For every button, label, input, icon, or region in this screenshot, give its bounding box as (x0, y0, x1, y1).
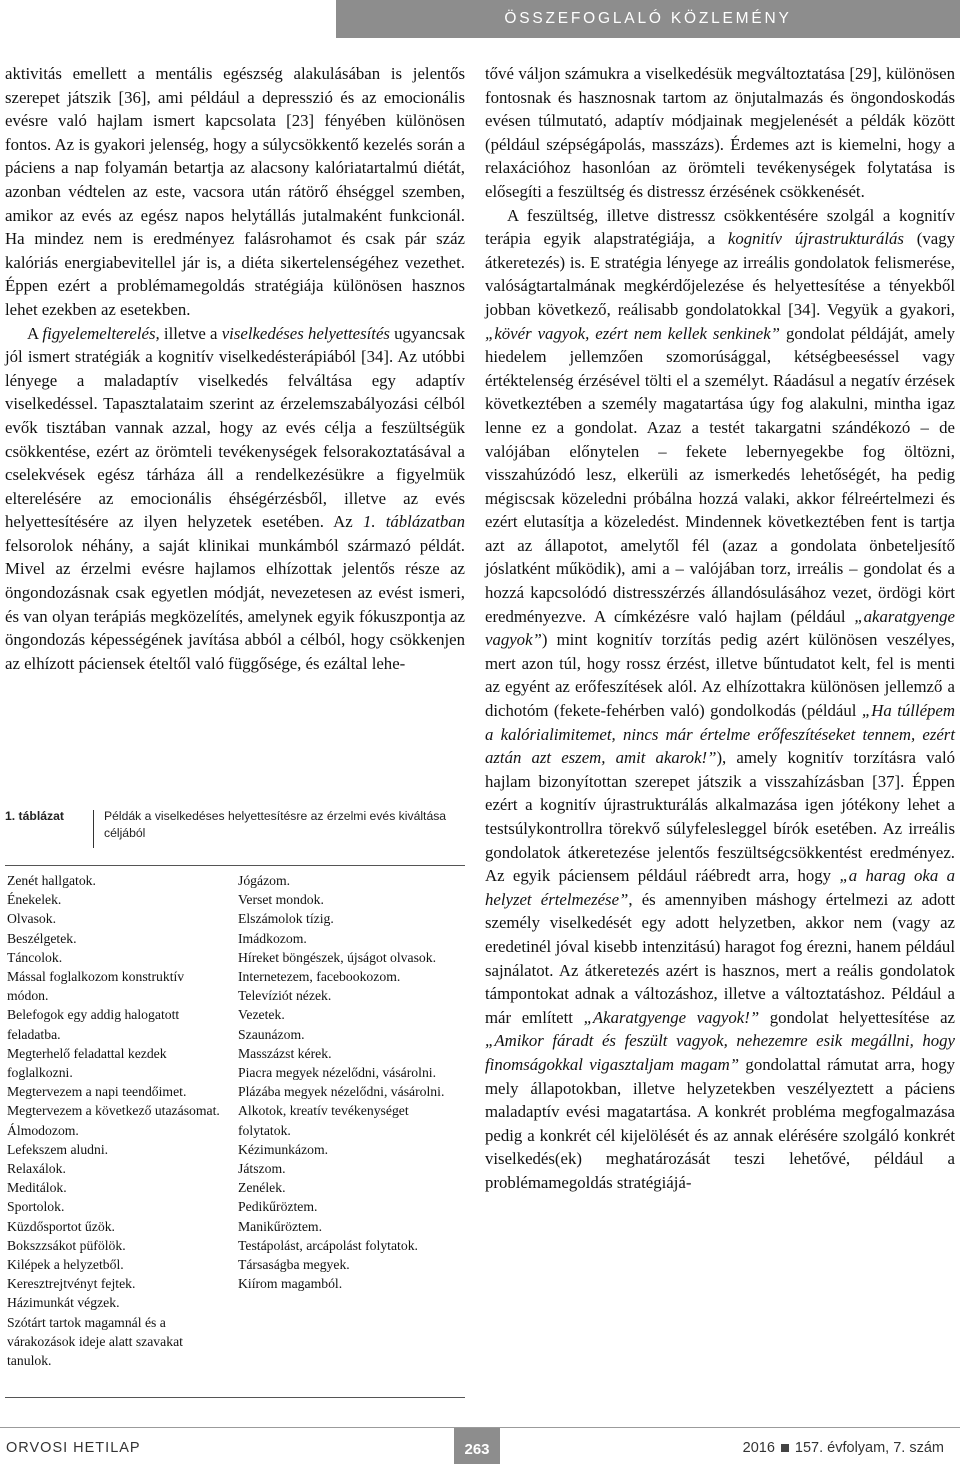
table-caption-text: Példák a viselkedéses helyettesítésre az érzelmi evés kiváltása céljából (104, 809, 447, 840)
table-item: Belefogok egy addig halogatott feladatba. (7, 1007, 180, 1042)
table-item: Internetezem, facebookozom. (238, 969, 401, 985)
table-item: Szaunázom. (238, 1026, 305, 1042)
left-column (5, 62, 465, 675)
table-item: Sportolok. (7, 1199, 65, 1215)
square-bullet-icon (781, 1444, 789, 1452)
table-bottom-rule (5, 1397, 465, 1398)
table-label: 1. táblázat (5, 809, 64, 823)
table-item: Álmodozom. (7, 1122, 79, 1138)
table-item: Kézimunkázom. (238, 1141, 329, 1157)
table-item: Televíziót nézek. (238, 988, 332, 1004)
table-item: Piacra megyek nézelődni, vásárolni. (238, 1065, 437, 1081)
table-item: Olvasok. (7, 911, 57, 927)
table-item: Megtervezem a napi teendőimet. (7, 1084, 187, 1100)
section-label: ÖSSZEFOGLALÓ KÖZLEMÉNY (504, 10, 792, 27)
table-caption (5, 808, 465, 850)
table-item: Táncolok. (7, 949, 63, 965)
table-item: Kilépek a helyzetből. (7, 1257, 124, 1273)
table-item: Megterhelő feladattal kezdek foglalkozni. (7, 1045, 167, 1081)
table-item: Énekelek. (7, 892, 62, 908)
table-item: Bokszzsákot püfölök. (7, 1237, 126, 1253)
table-item: Vezetek. (238, 1007, 285, 1023)
table-item: Kiírom magamból. (238, 1276, 343, 1292)
table-top-rule (5, 865, 465, 866)
table-item: Imádkozom. (238, 930, 307, 946)
table-item: Lefekszem aludni. (7, 1141, 109, 1157)
right-paragraph-1: tővé váljon számukra a viselkedésük megváltoztatása [29], különösen fontosnak és hasznosnak tartom az önjutalmazás és öngondoskodás evésen túlmutató, adaptív módjainak megjelenését a példák között (például szépségápolás, masszázs). Érdemes azt is kiemelni, hogy a relaxációhoz hasonlóan az örömteli tevékenységek folytatása is elősegíti a feszültség és distressz érzésének csökkenését. (485, 64, 955, 201)
table-item: Relaxálok. (7, 1161, 66, 1177)
header-bar (0, 0, 960, 38)
table-item: Jógázom. (238, 873, 291, 888)
table-item: Alkotok, kreatív tevékenységet folytatok. (238, 1103, 409, 1138)
table-item: Házimunkát végzek. (7, 1295, 120, 1311)
table-column-right (238, 871, 464, 1293)
table-column-left (7, 871, 229, 1370)
table-item: Játszom. (238, 1161, 286, 1177)
table-item: Szótárt tartok magamnál és a várakozások ideje alatt szavakat tanulok. (7, 1314, 183, 1369)
issue-info: 2016 157. évfolyam, 7. szám (742, 1440, 944, 1456)
table-item: Verset mondok. (238, 892, 324, 908)
table-item: Zenélek. (238, 1180, 286, 1196)
table-item: Masszázst kérek. (238, 1045, 332, 1061)
page-number: 263 (454, 1428, 500, 1464)
table-item: Plázába megyek nézelődni, vásárolni. (238, 1084, 445, 1100)
table-item: Beszélgetek. (7, 930, 77, 946)
table-item: Elszámolok tízig. (238, 911, 334, 927)
table-item: Mással foglalkozom konstruktív módon. (7, 969, 185, 1004)
table-item: Keresztrejtvényt fejtek. (7, 1276, 136, 1292)
table-item: Küzdősportot űzök. (7, 1218, 115, 1234)
table-item: Testápolást, arcápolást folytatok. (238, 1237, 418, 1253)
right-column (485, 62, 955, 1195)
table-item: Meditálok. (7, 1180, 67, 1196)
right-paragraph-2: A feszültség, illetve distressz csökkentésére szolgál a kognitív terápia egyik alapstratégiája, a kognitív újrastrukturálás (vagy átkeretezés) is. E stratégia lényege az irreális gondolatok felismerése, valóságtartalmának megkérdőjelezése és helyettesítése a tényekből jobban következő, reálisabb gondolatokkal [34]. Vegyük a gyakori, „kövér vagyok, ezért nem kellek senkinek” gondolat példáját, amely hiedelem jellemzően szomorúsággal, kétségbeeséssel vagy értéktelenség érzésével tölti el a személyt. Ráadásul a negatív érzések következtében a személy magatartása úgy fog alakulni, mintha igaz lenne ez a gondolat. Azaz a testét takargatni szándékozó – de valójában előnytelen – fekete lebernyegekbe fog öltözni, visszahúzódó lesz, elkerüli az ismerkedés lehetőségét, ha pedig mégiscsak közeledni próbálna hozzá valaki, akkor félreértelmezi és ezért elutasítja a közeledést. Mindennek következtében fent is tartja azt az állapotot, amelytől fél (azaz a gondolata önbeteljesítő jóslatként működik), ami a – valójában torz, irreális – gondolat és a hozzá kapcsolódó distresszérzés állandósulásához vezet, ördögi kört eredményezve. A címkézésre való hajlam (például „akaratgyenge vagyok”) mint kognitív torzítás pedig azért különösen veszélyes, mert azon túl, hogy rossz érzést, illetve bűntudatot kelt, fel is menti az egyént az erőfeszítések alól. Az elhízottakra különösen jellemző a dichotóm (fekete-fehérben való) gondolkodás (például „Ha túllépem a kalórialimitemet, nincs már értelme erőfeszítéseket tennem, ezért aztán azt eszem, amit akarok!”), amely kognitív torzításra való hajlam bizonyítottan szerepet játszik a visszahízásban [37]. Éppen ezért a kognitív újrastrukturálás alkalmazása igen jótékony lehet a testsúlykontrollra törekvő súlyfelesleggel bírók esetében. Az irreális gondolatok átkeretezése jelentős feszültségcsökkentést eredményez. Az egyik páciensem például ráébredt arra, hogy „a harag oka a helyzet értelmezése”, és amennyiben máshogy értelmezi az adott személy viselkedését egy adott helyzetben, akkor nem (vagy az eredetinél jóval kisebb intenzitású) haragot fog érezni, hanem például sajnálatot. Az átkeretezés azért is hasznos, mert a reális gondolatok támpontokat adnak a változáshoz, illetve a változtatáshoz. Például a már említett „Akaratgyenge vagyok!” gondolat helyettesítése az „Amikor fáradt és feszült vagyok, nehezemre esik megállni, hogy finomságokkal vigasztaljam magam” gondolattal rámutat arra, hogy mely állapotokban, illetve helyzetekben veszélyeztett a páciens maladaptív evési magatartása. A konkrét probléma megfogalmazása pedig a konkrét cél kijelölését és az annak elérésére szolgáló konkrét viselkedés(ek) meghatározását teszi lehetővé, például a problémamegoldás stratégiájá- (485, 205, 956, 1192)
left-paragraph-2: A figyelemelterelés, illetve a viselkedéses helyettesítés ugyancsak jól ismert stratégiák a kognitív viselkedésterápiából [34]. Az utóbbi lényege a maladaptív viselkedés felváltása egy adaptív viselkedéssel. Tapasztalataim szerint az érzelemszabályozási célból evők tisztában vannak azzal, hogy az evés célja a feszültségük csökkentése, ezért az örömteli tevékenységek felsorakoztatásával a cselekvések egész tárháza áll a rendelkezésükre a figyelmük elterelésére az emocionális éhségérzésből, illetve az evés helyettesítésére az ilyen helyzetek esetében. Az 1. táblázatban felsorolok néhány, a saját klinikai munkámból származó példát. Mivel az érzelmi evésre hajlamos elhízottak jelentős része az öngondozásnak csak egyetlen módját, nevezetesen az evést ismeri, és van olyan terápiás megközelítés, amelynek egyik fókuszpontja az öngondozás képességének javítása abból a célból, hogy csökkenjen az elhízott páciensek ételtől való függősége, és ezáltal lehe- (5, 323, 465, 673)
caption-divider (93, 810, 94, 848)
table-item: Társaságba megyek. (238, 1257, 350, 1273)
table-item: Manikűröztem. (238, 1218, 323, 1234)
table-item: Pedikűröztem. (238, 1199, 318, 1215)
table-item: Megtervezem a következő utazásomat. (7, 1103, 220, 1119)
journal-name: ORVOSI HETILAP (6, 1440, 141, 1456)
table-item: Híreket böngészek, újságot olvasok. (238, 949, 437, 965)
left-paragraph-1: aktivitás emellett a mentális egészség alakulásában is jelentős szerepet játszik [36], ami például a depresszió és az emocionális evésre való hajlam ismert kapcsolata [23] fényében különösen fontos. Az is gyakori jelenség, hogy a súlycsökkentő kezelés során a páciens a nap folyamán betartja az alacsony kalóriatartalmú diétát, azonban védtelen az este, vacsora után rátörő éhséggel szemben, amikor az evés az egész napos helytállás jutalmaként funkcionál. Ha mindez nem is eredményez falásrohamot és csak pár száz kalóriás energiabevitellel jár is, a diéta sikertelenségéhez vezethet. Éppen ezért a problémamegoldás stratégiája különösen hasznos lehet ezekben az esetekben. (5, 64, 465, 319)
table-item: Zenét hallgatok. (7, 873, 96, 888)
